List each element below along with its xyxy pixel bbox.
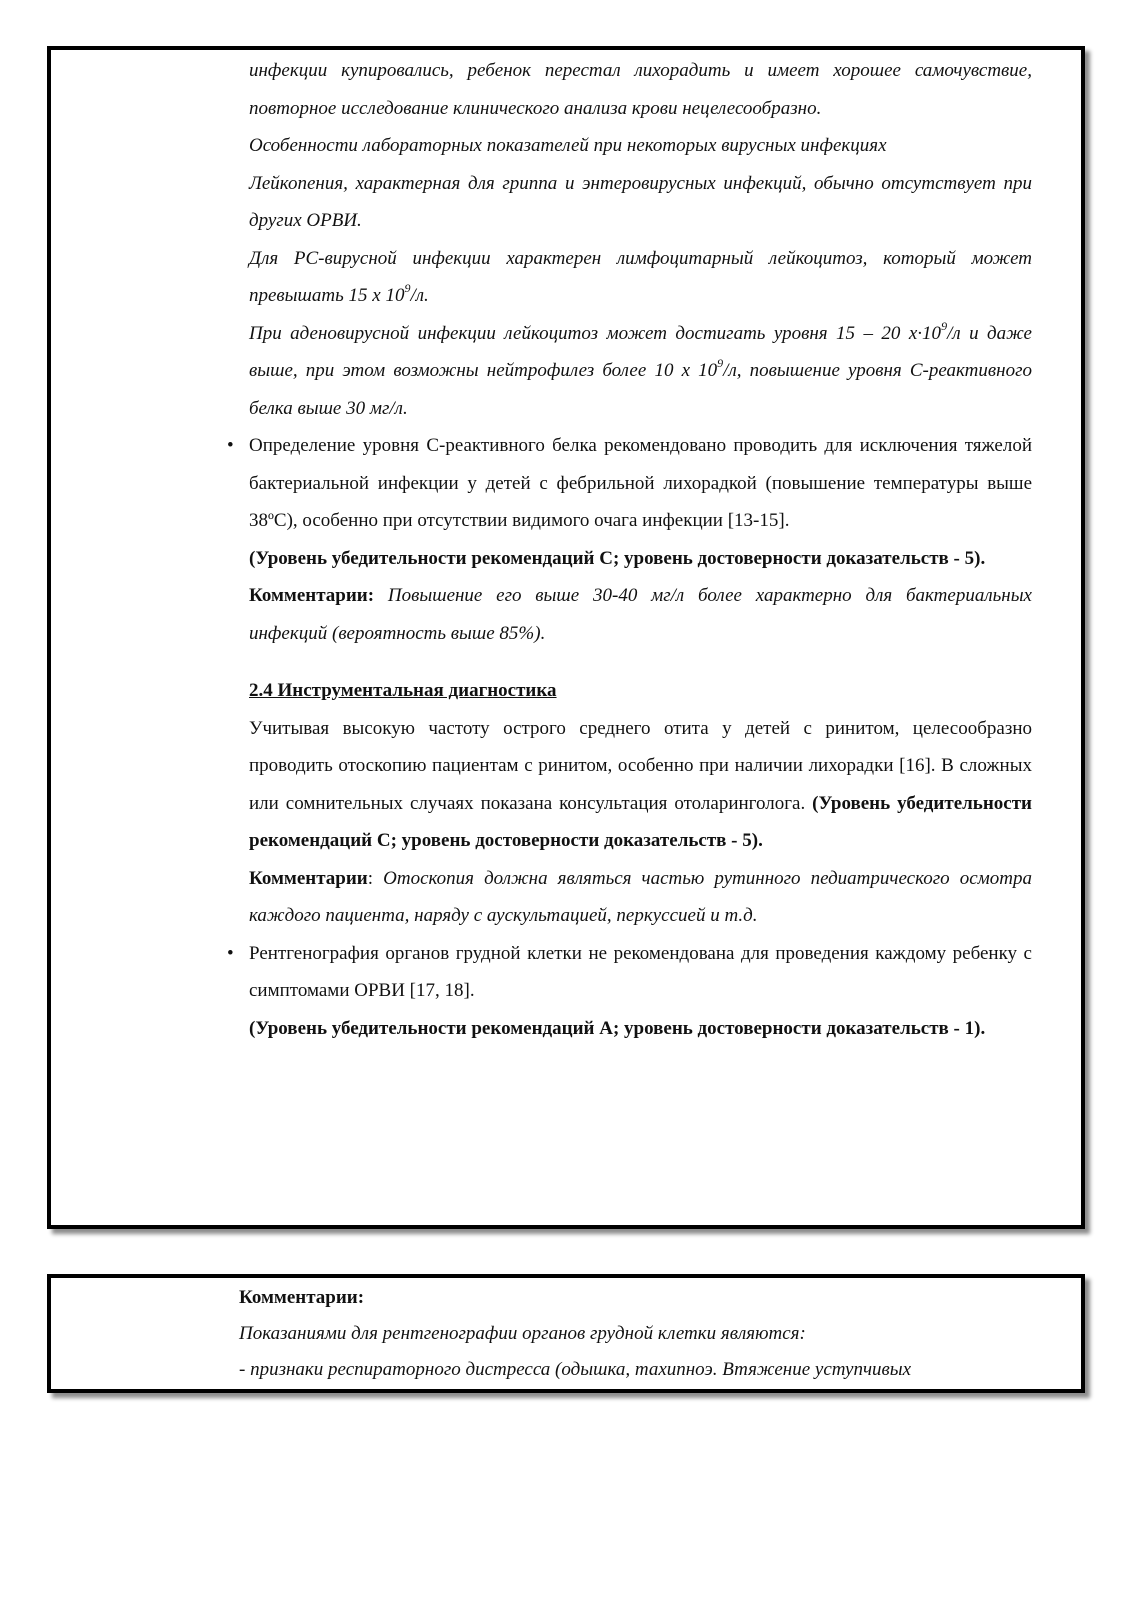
section-heading-instrumental: 2.4 Инструментальная диагностика	[249, 680, 557, 701]
paragraph-infection-resolved: инфекции купировались, ребенок перестал лихорадить и имеет хорошее самочувствие, повторное исследование клинического анализа крови нецелесообразно.	[249, 60, 1032, 119]
document-body	[227, 52, 1033, 1047]
paragraph-otoscopy: Учитывая высокую частоту острого среднего отита у детей с ринитом, целесообразно проводить отоскопию пациентам с ринитом, особенно при наличии лихорадки [16]. В сложных или сомнительных случаях показана консультация отоларинголога. (Уровень убедительности рекомендаций С; уровень достоверности доказательств - 5).	[249, 717, 1033, 851]
comment-crp: Комментарии: Повышение его выше 30-40 мг/л более характерно для бактериальных инфекций (вероятность выше 85%).	[249, 585, 1032, 644]
evidence-level-xray: (Уровень убедительности рекомендаций А; уровень достоверности доказательств - 1).	[249, 1017, 986, 1039]
evidence-level-crp: (Уровень убедительности рекомендаций С; уровень достоверности доказательств - 5).	[249, 547, 986, 569]
comment-otoscopy: Комментарии: Отоскопия должна являться частью рутинного педиатрического осмотра каждого пациента, наряду с аускультацией, перкуссией и т.д.	[249, 867, 1033, 926]
paragraph-rs-virus: Для РС-вирусной инфекции характерен лимфоцитарный лейкоцитоз, который может превышать 15 х $10^9/л$.	[249, 247, 1032, 306]
paragraph-xray-recommendation: Рентгенография органов грудной клетки не рекомендована для проведения каждому ребенку с симптомами ОРВИ [17, 18].	[249, 942, 1032, 1001]
document-frame-bottom	[47, 1274, 1085, 1393]
document-body-continued	[239, 1280, 1032, 1388]
paragraph-crp-recommendation: Определение уровня С-реактивного белка рекомендовано проводить для исключения тяжелой бактериальной инфекции у детей с фебрильной лихорадкой (повышение температуры выше 38ºС), особенно при отсутствии видимого очага инфекции [13-15].	[249, 435, 1032, 531]
paragraph-leukopenia: Лейкопения, характерная для гриппа и энтеровирусных инфекций, обычно отсутствует при других ОРВИ.	[249, 172, 1032, 231]
document-frame-top	[47, 46, 1085, 1229]
bullet-icon: •	[227, 942, 234, 964]
xray-indications-intro: Показаниями для рентгенографии органов грудной клетки являются:	[239, 1323, 806, 1344]
list-item-crp	[227, 427, 1032, 540]
bullet-icon: •	[227, 435, 234, 456]
xray-indication-item: - признаки респираторного дистресса (одышка, тахипноэ. Втяжение уступчивых	[239, 1359, 912, 1380]
paragraph-adenovirus: При аденовирусной инфекции лейкоцитоз может достигать уровня 15 – 20 $х\cdot 10^9/л$ и даже выше, при этом возможны нейтрофилез более 10 х $10^9/л$, повышение уровня С-реактивного белка выше 30 мг/л.	[249, 318, 1032, 419]
comment-xray-label: Комментарии:	[239, 1287, 365, 1308]
list-item-xray	[227, 935, 1032, 1010]
paragraph-lab-features-heading: Особенности лабораторных показателей при некоторых вирусных инфекциях	[249, 135, 887, 156]
